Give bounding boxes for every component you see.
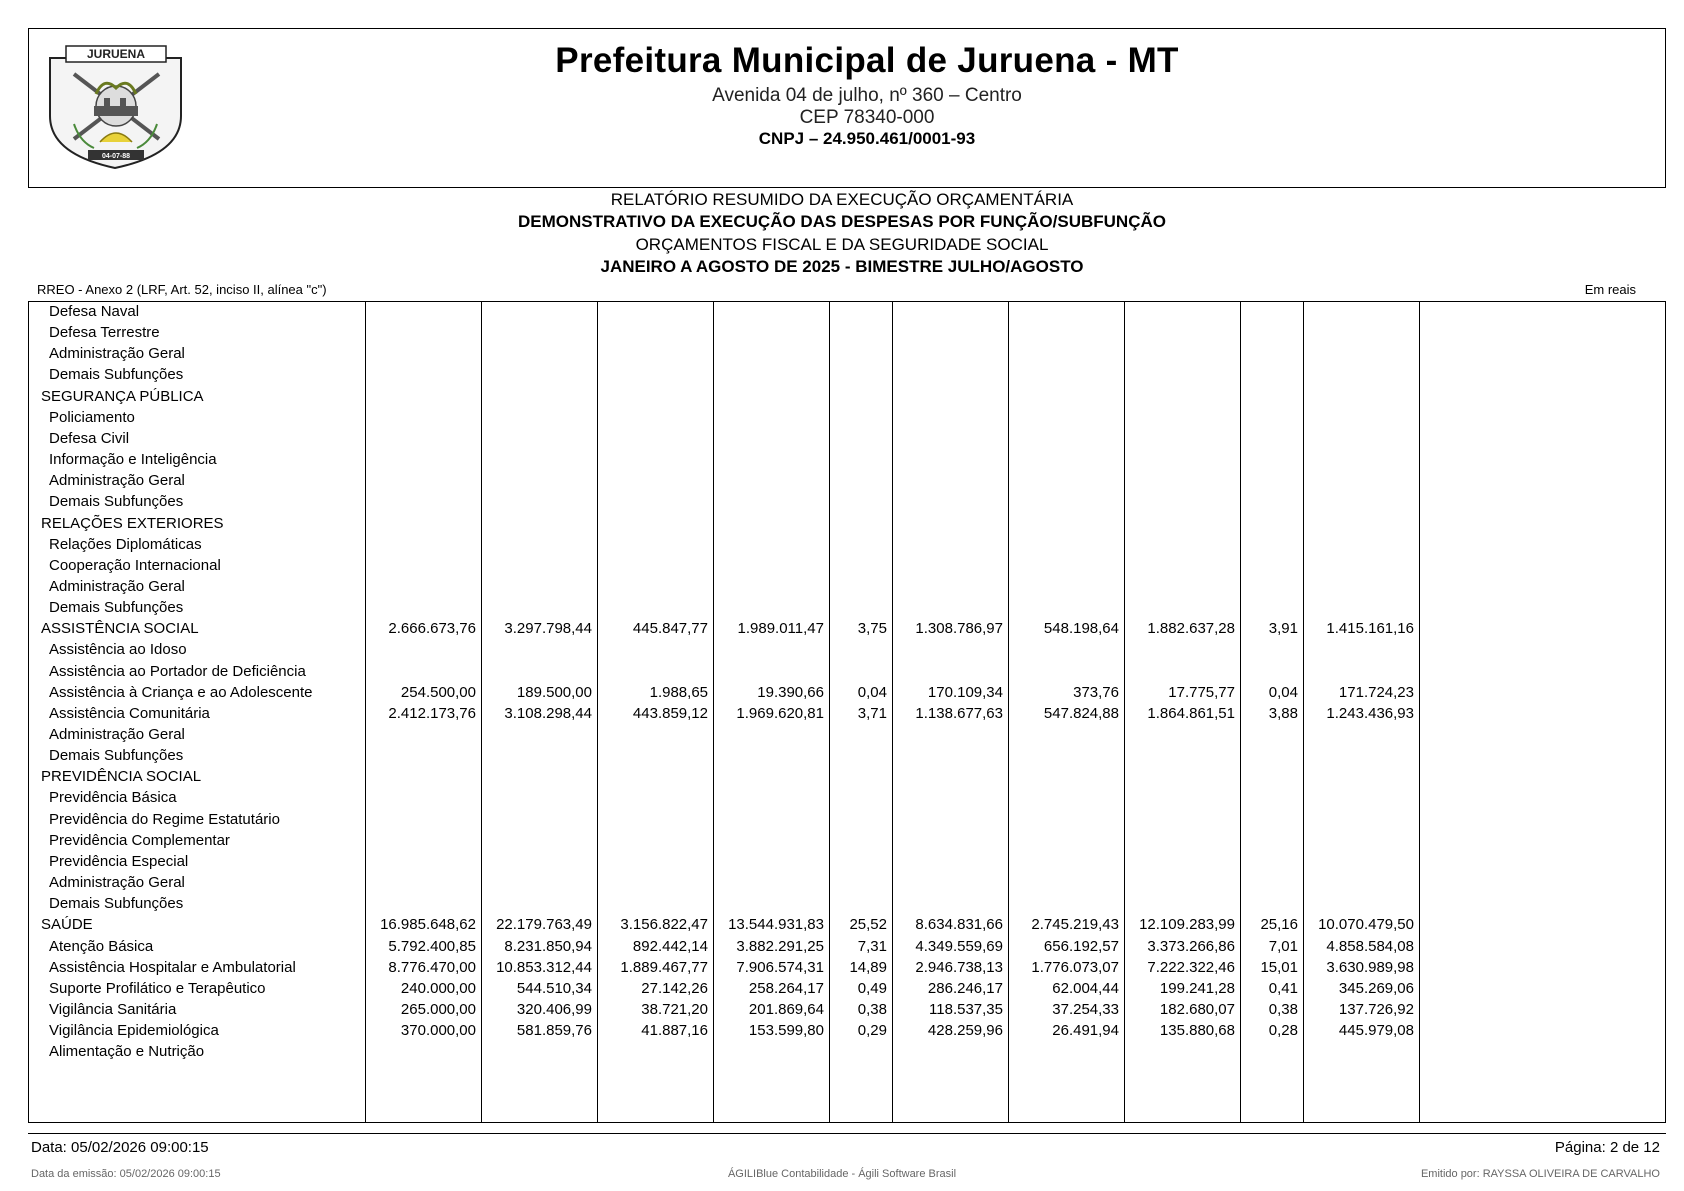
row-label: Administração Geral [49,726,185,743]
value-cell: 2.946.738,13 [915,958,1003,976]
value-cell: 581.859,76 [516,1022,592,1040]
value-cell: 189.500,00 [516,683,592,701]
row-label: Assistência Hospitalar e Ambulatorial [49,958,296,976]
function-row [29,386,1667,408]
value-cell: 428.259,96 [927,1022,1003,1040]
value-cell: 0,04 [857,683,887,701]
function-row [29,914,1667,936]
footer-date: Data: 05/02/2026 09:00:15 [31,1139,209,1156]
subfunction-row [29,576,1667,598]
function-row [29,513,1667,535]
value-cell: 2.745.219,43 [1031,916,1119,934]
software-credit: ÁGILIBlue Contabilidade - Ágili Software Brasil [727,1168,957,1180]
value-cell: 265.000,00 [400,1000,476,1018]
subfunction-row [29,449,1667,471]
value-cell: 7.906.574,31 [736,958,824,976]
value-cell: 240.000,00 [400,979,476,997]
value-cell: 443.859,12 [632,704,708,722]
value-cell: 8.776.470,00 [388,958,476,976]
row-label: Previdência Complementar [49,831,230,849]
value-cell: 4.349.559,69 [915,937,1003,955]
row-label: Administração Geral [49,345,185,363]
value-cell: 3.108.298,44 [504,704,592,722]
row-label: Relações Diplomáticas [49,535,202,553]
subfunction-row [29,936,1667,958]
value-cell: 135.880,68 [1159,1022,1235,1040]
value-cell: 3,88 [1268,704,1298,722]
row-label: Previdência Especial [49,852,189,870]
row-label: PREVIDÊNCIA SOCIAL [41,768,202,786]
subfunction-row [29,851,1667,873]
value-cell: 1.138.677,63 [915,704,1003,722]
logo-date: 04-07-88 [101,153,131,160]
value-cell: 1.988,65 [649,683,708,701]
footer-divider [28,1133,1666,1134]
unit-label: Em reais [1584,282,1636,297]
value-cell: 5.792.400,85 [388,937,476,955]
value-cell: 1.308.786,97 [915,620,1003,638]
subfunction-row [29,893,1667,915]
value-cell: 10.853.312,44 [496,958,592,976]
report-title4: JANEIRO A AGOSTO DE 2025 - BIMESTRE JULHO/AGOSTO [600,257,1084,276]
function-row [29,766,1667,788]
subfunction-row [29,703,1667,725]
value-cell: 8.634.831,66 [915,916,1003,934]
row-label: Administração Geral [49,472,185,490]
row-label: Administração Geral [49,874,185,892]
row-label: Demais Subfunções [49,366,184,384]
row-label: Vigilância Epidemiológica [49,1022,219,1040]
row-label: ASSISTÊNCIA SOCIAL [41,620,199,638]
value-cell: 37.254,33 [1052,1000,1119,1018]
value-cell: 13.544.931,83 [728,916,824,934]
value-cell: 1.889.467,77 [620,958,708,976]
subfunction-row [29,682,1667,704]
subfunction-row [29,1020,1667,1042]
value-cell: 445.979,08 [1338,1022,1414,1040]
subfunction-row [29,364,1667,386]
value-cell: 547.824,88 [1043,704,1119,722]
row-label: Assistência Comunitária [49,704,210,722]
row-label: Assistência à Criança e ao Adolescente [49,683,313,701]
value-cell: 3.156.822,47 [620,916,708,934]
value-cell: 3.297.798,44 [504,620,592,638]
report-header [28,28,1666,188]
value-cell: 3,71 [857,704,887,722]
row-label: SAÚDE [41,916,93,934]
value-cell: 1.776.073,07 [1031,958,1119,976]
subfunction-row [29,809,1667,831]
value-cell: 27.142,26 [641,979,708,997]
row-label: Demais Subfunções [49,895,184,913]
value-cell: 118.537,35 [929,1000,1003,1018]
row-label: Cooperação Internacional [49,556,221,574]
row-label: Defesa Naval [49,303,140,320]
value-cell: 2.666.673,76 [388,620,476,638]
value-cell: 0,28 [1268,1022,1298,1040]
logo-text: JURUENA [86,47,146,61]
subfunction-row [29,639,1667,661]
row-label: SEGURANÇA PÚBLICA [41,387,204,405]
value-cell: 8.231.850,94 [504,937,592,955]
value-cell: 445.847,77 [632,620,708,638]
value-cell: 1.969.620,81 [736,704,824,722]
value-cell: 62.004,44 [1052,979,1119,997]
subfunction-row [29,787,1667,809]
value-cell: 7,31 [857,937,887,955]
value-cell: 22.179.763,49 [496,916,592,934]
row-label: RELAÇÕES EXTERIORES [41,514,224,532]
row-label: Administração Geral [49,577,185,595]
row-label: Informação e Inteligência [49,451,217,469]
subfunction-row [29,957,1667,979]
value-cell: 3.630.989,98 [1326,958,1414,976]
value-cell: 7,01 [1268,937,1298,955]
row-label: Demais Subfunções [49,599,184,617]
row-label: Defesa Civil [49,429,130,447]
subfunction-row [29,322,1667,344]
expense-table [28,301,1666,1123]
report-title3: ORÇAMENTOS FISCAL E DA SEGURIDADE SOCIAL [635,235,1049,254]
row-label: Assistência ao Idoso [49,641,187,659]
subfunction-row [29,597,1667,619]
subfunction-row [29,491,1667,513]
value-cell: 544.510,34 [516,979,592,997]
value-cell: 3.882.291,25 [736,937,824,955]
value-cell: 7.222.322,46 [1147,958,1235,976]
subfunction-row [29,555,1667,577]
cnpj: CNPJ – 24.950.461/0001-93 [758,129,976,148]
value-cell: 16.985.648,62 [380,916,476,934]
function-row [29,618,1667,640]
value-cell: 892.442,14 [632,937,708,955]
subfunction-row [29,534,1667,556]
value-cell: 0,41 [1268,979,1298,997]
value-cell: 0,04 [1268,683,1298,701]
value-cell: 25,16 [1260,916,1298,934]
subfunction-row [29,301,1667,323]
value-cell: 0,49 [857,979,887,997]
subfunction-row [29,724,1667,746]
value-cell: 1.882.637,28 [1147,620,1235,638]
value-cell: 1.243.436,93 [1326,704,1414,722]
value-cell: 26.491,94 [1052,1022,1119,1040]
row-label: Suporte Profilático e Terapêutico [49,979,266,997]
subfunction-row [29,661,1667,683]
subfunction-row [29,872,1667,894]
row-label: Assistência ao Portador de Deficiência [49,662,306,680]
subfunction-row [29,830,1667,852]
issued-by: Emitido por: RAYSSA OLIVEIRA DE CARVALHO [1420,1168,1660,1180]
value-cell: 170.109,34 [927,683,1003,701]
value-cell: 0,29 [857,1022,887,1040]
row-label: Previdência Básica [49,789,177,807]
value-cell: 345.269,06 [1338,979,1414,997]
value-cell: 12.109.283,99 [1139,916,1235,934]
value-cell: 41.887,16 [641,1022,708,1040]
row-label: Policiamento [49,408,135,426]
value-cell: 254.500,00 [400,683,476,701]
row-label: Vigilância Sanitária [49,1000,177,1018]
value-cell: 3,91 [1268,620,1298,638]
value-cell: 258.264,17 [748,979,824,997]
value-cell: 25,52 [849,916,887,934]
value-cell: 0,38 [1268,1000,1298,1018]
subfunction-row [29,343,1667,365]
row-label: Demais Subfunções [49,493,184,511]
org-name: Prefeitura Municipal de Juruena - MT [555,41,1179,80]
value-cell: 182.680,07 [1159,1000,1235,1018]
value-cell: 199.241,28 [1159,979,1235,997]
value-cell: 656.192,57 [1043,937,1119,955]
row-label: Defesa Terrestre [49,324,160,342]
value-cell: 1.864.861,51 [1147,704,1235,722]
report-title2: DEMONSTRATIVO DA EXECUÇÃO DAS DESPESAS POR FUNÇÃO/SUBFUNÇÃO [518,212,1166,231]
address-line2: CEP 78340-000 [799,107,935,128]
row-label: Atenção Básica [49,937,154,955]
value-cell: 548.198,64 [1043,620,1119,638]
value-cell: 3.373.266,86 [1147,937,1235,955]
value-cell: 19.390,66 [757,683,824,701]
row-label: Demais Subfunções [49,747,184,765]
emission-date: Data da emissão: 05/02/2026 09:00:15 [31,1168,221,1180]
subfunction-row [29,470,1667,492]
address-line1: Avenida 04 de julho, nº 360 – Centro [712,85,1022,106]
value-cell: 153.599,80 [748,1022,824,1040]
subfunction-row [29,999,1667,1021]
value-cell: 1.415.161,16 [1326,620,1414,638]
value-cell: 15,01 [1260,958,1298,976]
value-cell: 171.724,23 [1338,683,1414,701]
row-label: Previdência do Regime Estatutário [49,810,280,828]
value-cell: 38.721,20 [641,1000,708,1018]
value-cell: 201.869,64 [748,1000,824,1018]
page-number: Página: 2 de 12 [1554,1139,1660,1156]
value-cell: 373,76 [1073,683,1119,701]
value-cell: 4.858.584,08 [1326,937,1414,955]
value-cell: 3,75 [857,620,887,638]
subfunction-row [29,428,1667,450]
annex-reference: RREO - Anexo 2 (LRF, Art. 52, inciso II, alínea "c") [37,282,327,297]
value-cell: 17.775,77 [1168,683,1235,701]
subfunction-row [29,745,1667,767]
value-cell: 137.726,92 [1338,1000,1414,1018]
value-cell: 10.070.479,50 [1318,916,1414,934]
row-label: Alimentação e Nutrição [49,1043,205,1061]
subfunction-row [29,1041,1667,1063]
value-cell: 2.412.173,76 [388,704,476,722]
value-cell: 320.406,99 [516,1000,592,1018]
subfunction-row [29,978,1667,1000]
value-cell: 286.246,17 [927,979,1003,997]
report-title1: RELATÓRIO RESUMIDO DA EXECUÇÃO ORÇAMENTÁRIA [610,190,1074,209]
value-cell: 1.989.011,47 [737,620,824,638]
subfunction-row [29,407,1667,429]
value-cell: 370.000,00 [400,1022,476,1040]
value-cell: 0,38 [857,1000,887,1018]
value-cell: 14,89 [849,958,887,976]
